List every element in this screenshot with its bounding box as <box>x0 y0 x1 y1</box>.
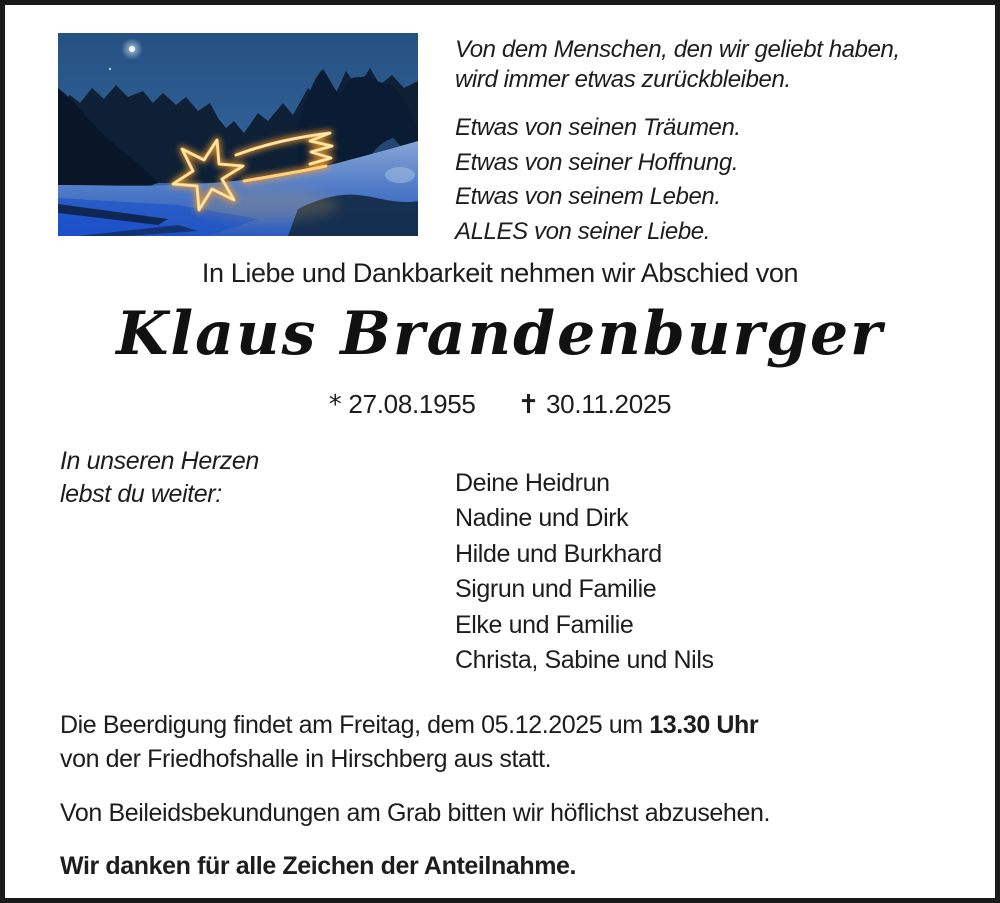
birth-entry <box>329 389 476 419</box>
death-entry <box>518 389 672 419</box>
family-member: Deine Heidrun <box>455 469 610 497</box>
poem-block <box>455 35 900 249</box>
memorial-photo <box>58 33 418 236</box>
poem-line: Etwas von seinen Träumen. <box>455 114 741 141</box>
deceased-name: Klaus Brandenburger <box>116 299 884 369</box>
moon-icon <box>121 38 143 60</box>
poem-line: Etwas von seiner Hoffnung. <box>455 148 739 176</box>
poem-line: ALLES von seiner Liebe. <box>455 217 710 245</box>
photo-illustration <box>58 33 418 236</box>
funeral-text: Die Beerdigung findet am Freitag, dem 05.12.2025 um <box>60 711 643 739</box>
family-member: Hilde und Burkhard <box>455 539 662 568</box>
death-date: 30.11.2025 <box>546 389 672 419</box>
cross-icon: ✝ <box>517 390 540 420</box>
condolence-note: Von Beileidsbekundungen am Grab bitten wir höflichst abzusehen. <box>60 799 770 827</box>
poem-line: Von dem Menschen, den wir geliebt haben, <box>455 36 900 63</box>
funeral-text: von der Friedhofshalle in Hirschberg aus statt. <box>60 745 552 773</box>
funeral-info <box>60 708 758 776</box>
mourning-line: In unseren Herzen <box>60 447 259 475</box>
mourning-intro <box>60 445 259 511</box>
mourning-line: lebst du weiter: <box>60 480 222 508</box>
dates-line <box>5 389 995 420</box>
poem-line: Etwas von seinem Leben. <box>455 183 721 210</box>
farewell-line: In Liebe und Dankbarkeit nehmen wir Abschied von <box>201 258 799 288</box>
funeral-time: 13.30 Uhr <box>649 711 759 739</box>
star-icon <box>109 68 111 70</box>
family-list <box>455 466 714 678</box>
birth-date: 27.08.1955 <box>348 389 476 419</box>
birth-star-symbol: * <box>328 390 342 420</box>
family-member: Nadine und Dirk <box>455 504 629 533</box>
family-member: Elke und Familie <box>455 610 634 639</box>
poem-line: wird immer etwas zurückbleiben. <box>455 66 791 93</box>
family-member: Christa, Sabine und Nils <box>455 646 714 675</box>
family-member: Sigrun und Familie <box>455 575 657 604</box>
thanks-line: Wir danken für alle Zeichen der Anteilnahme. <box>60 852 577 880</box>
